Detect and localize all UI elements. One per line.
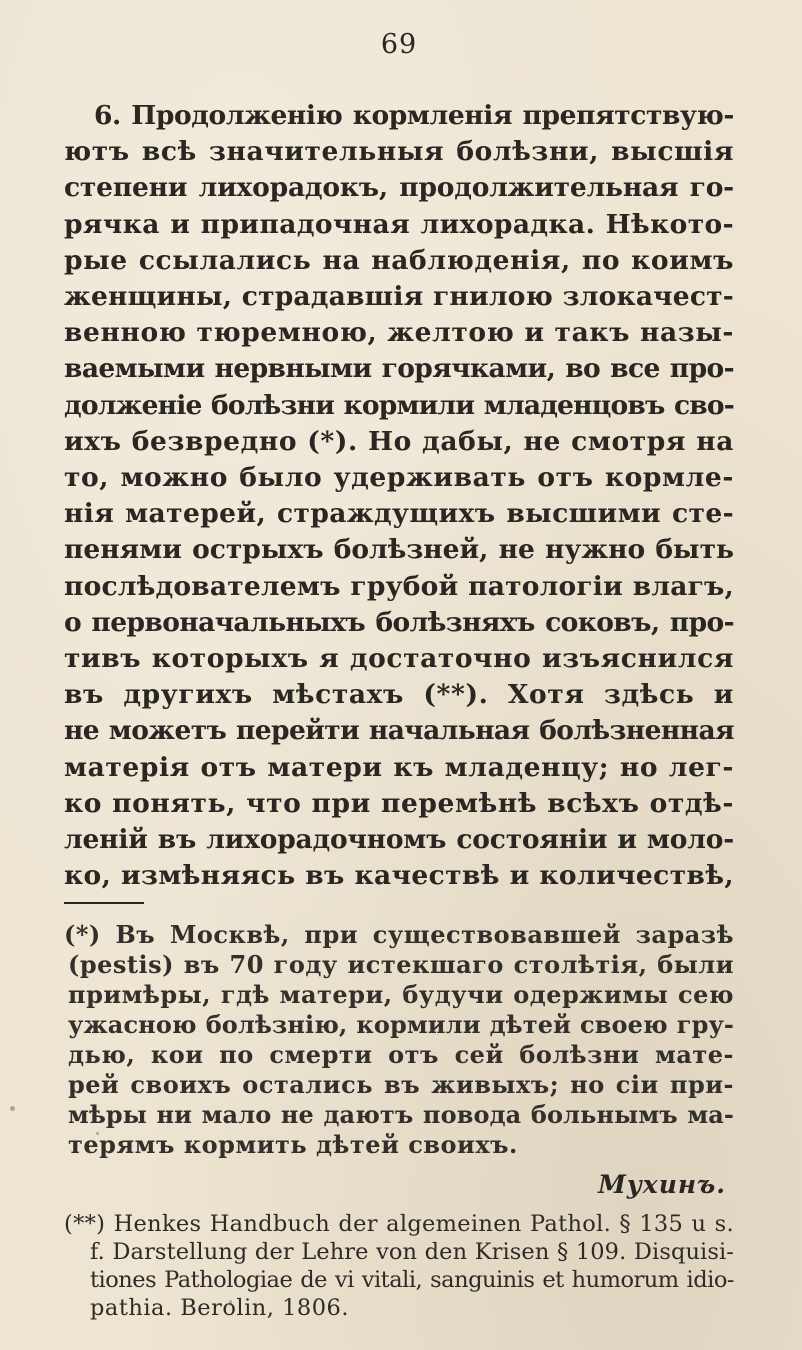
text-line: степени лихорадокъ, продолжительная го-: [64, 172, 734, 204]
footnote-line: pathia. Berolin, 1806.: [90, 1295, 350, 1322]
footnote-line: ужасною болѣзнію, кормили дѣтей своею гру-: [68, 1010, 734, 1040]
text-line: ихъ безвредно (*). Но дабы, не смотря на: [64, 425, 734, 457]
footnote-line: терямъ кормить дѣтей своихъ.: [68, 1130, 518, 1160]
footnote-line: дью, кои по смерти отъ сей болѣзни мате-: [68, 1040, 734, 1070]
footnote-line: мѣры ни мало не даютъ повода больнымъ ма-: [68, 1100, 734, 1130]
ink-speck: [229, 1300, 232, 1306]
text-line: нія матерей, страждущихъ высшими сте-: [64, 498, 734, 530]
text-line: ко понять, что при перемѣнѣ всѣхъ отдѣ-: [64, 787, 734, 819]
text-line: пенями острыхъ болѣзней, не нужно быть: [64, 534, 734, 566]
text-line: рые ссылались на наблюденія, по коимъ: [64, 244, 734, 276]
text-line: 6. Продолженію кормленія препятствую-: [94, 100, 734, 131]
footnote-rule: [64, 902, 144, 904]
main-text: [64, 98, 734, 894]
text-line: леній въ лихорадочномъ состояніи и моло-: [64, 824, 734, 856]
text-line: о первоначальныхъ болѣзняхъ соковъ, про-: [64, 606, 734, 638]
footnote-2: [64, 1210, 734, 1322]
page-number: 69: [380, 29, 418, 60]
text-line: рячка и припадочная лихорадка. Нѣкото-: [64, 208, 734, 240]
text-line: долженіе болѣзни кормили младенцовъ сво-: [64, 389, 734, 421]
footnote-line: (*) Въ Москвѣ, при существовавшей заразѣ: [64, 920, 734, 950]
footnote-line: tiones Pathologiae de vi vitali, sanguinis et humorum idio-: [90, 1267, 734, 1294]
text-line: не можетъ перейти начальная болѣзненная: [64, 715, 734, 747]
text-line: тивъ которыхъ я достаточно изъяснился: [64, 643, 734, 675]
ink-speck: [96, 1132, 99, 1135]
text-line: ютъ всѣ значительныя болѣзни, высшія: [64, 136, 734, 168]
text-line: ко, измѣняясь въ качествѣ и количествѣ,: [64, 860, 734, 892]
text-line: венною тюремною, желтою и такъ назы-: [64, 317, 734, 349]
footnote-line: (pestis) въ 70 году истекшаго столѣтія, были: [68, 950, 734, 980]
footnote-line: рей своихъ остались въ живыхъ; но сіи при-: [68, 1070, 734, 1100]
text-line: то, можно было удерживать отъ кормле-: [64, 462, 734, 494]
footnote-line: примѣры, гдѣ матери, будучи одержимы сею: [68, 980, 734, 1010]
text-line: послѣдователемъ грубой патологіи влагъ,: [64, 570, 734, 602]
footnote-signature: Мухинъ.: [598, 1170, 726, 1200]
footnote-1: [64, 920, 734, 1160]
text-line: въ другихъ мѣстахъ (**). Хотя здѣсь и: [64, 679, 734, 711]
ink-speck: [10, 1106, 15, 1111]
footnote-line: (**) Henkes Handbuch der algemeinen Pathol. § 135 u s.: [64, 1211, 734, 1238]
footnote-line: f. Darstellung der Lehre von den Krisen § 109. Disquisi-: [90, 1239, 734, 1266]
text-line: женщины, страдавшія гнилою злокачест-: [64, 281, 734, 313]
text-line: матерія отъ матери къ младенцу; но лег-: [64, 751, 734, 783]
text-line: ваемыми нервными горячками, во все про-: [64, 353, 734, 385]
